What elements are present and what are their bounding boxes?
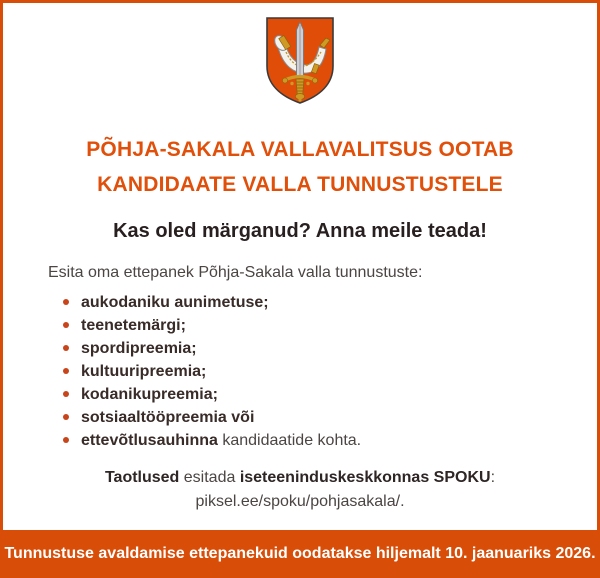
list-item [63,291,597,314]
deadline-text: Tunnustuse avaldamise ettepanekuid oodatakse hiljemalt 10. jaanuariks 2026. [4,545,596,562]
award-name: kodanikupreemia; [81,386,218,403]
bullet-icon [63,391,69,397]
intro-text: Esita oma ettepanek Põhja-Sakala valla tunnustuste: [48,264,423,281]
bullet-icon [63,368,69,374]
subtitle: Kas oled märganud? Anna meile teada! [113,220,487,242]
award-name: ettevõtlusauhinna [81,432,218,449]
bullet-icon [63,345,69,351]
bullet-icon [63,299,69,305]
spoku-url: piksel.ee/spoku/pohjasakala/. [195,493,405,510]
awards-list [3,291,597,452]
apply-bold-taotlused: Taotlused [104,469,180,486]
apply-bold-spoku: iseteeninduskeskkonnas SPOKU [239,469,491,486]
bullet-icon [63,437,69,443]
award-name: teenetemärgi; [81,317,186,334]
list-item [63,383,597,406]
apply-colon: : [490,469,496,486]
coat-of-arms-icon [264,16,336,106]
apply-mid-text: esitada [179,469,240,486]
title-line-1: PÕHJA-SAKALA VALLAVALITSUS OOTAB [86,138,514,161]
award-name: aukodaniku aunimetuse; [81,294,269,311]
award-name: sotsiaaltööpreemia või [81,409,255,426]
award-suffix: kandidaatide kohta. [217,432,362,449]
list-item [63,337,597,360]
list-item [63,406,597,429]
bullet-icon [63,322,69,328]
list-item [63,360,597,383]
list-item [63,314,597,337]
award-name: spordipreemia; [81,340,197,357]
deadline-banner [0,530,600,578]
title-line-2: KANDIDAATE VALLA TUNNUSTUSTELE [97,173,503,196]
list-item [63,429,597,452]
bullet-icon [63,414,69,420]
apply-instructions [3,466,597,514]
page-title [3,132,597,202]
award-name: kultuuripreemia; [81,363,207,380]
